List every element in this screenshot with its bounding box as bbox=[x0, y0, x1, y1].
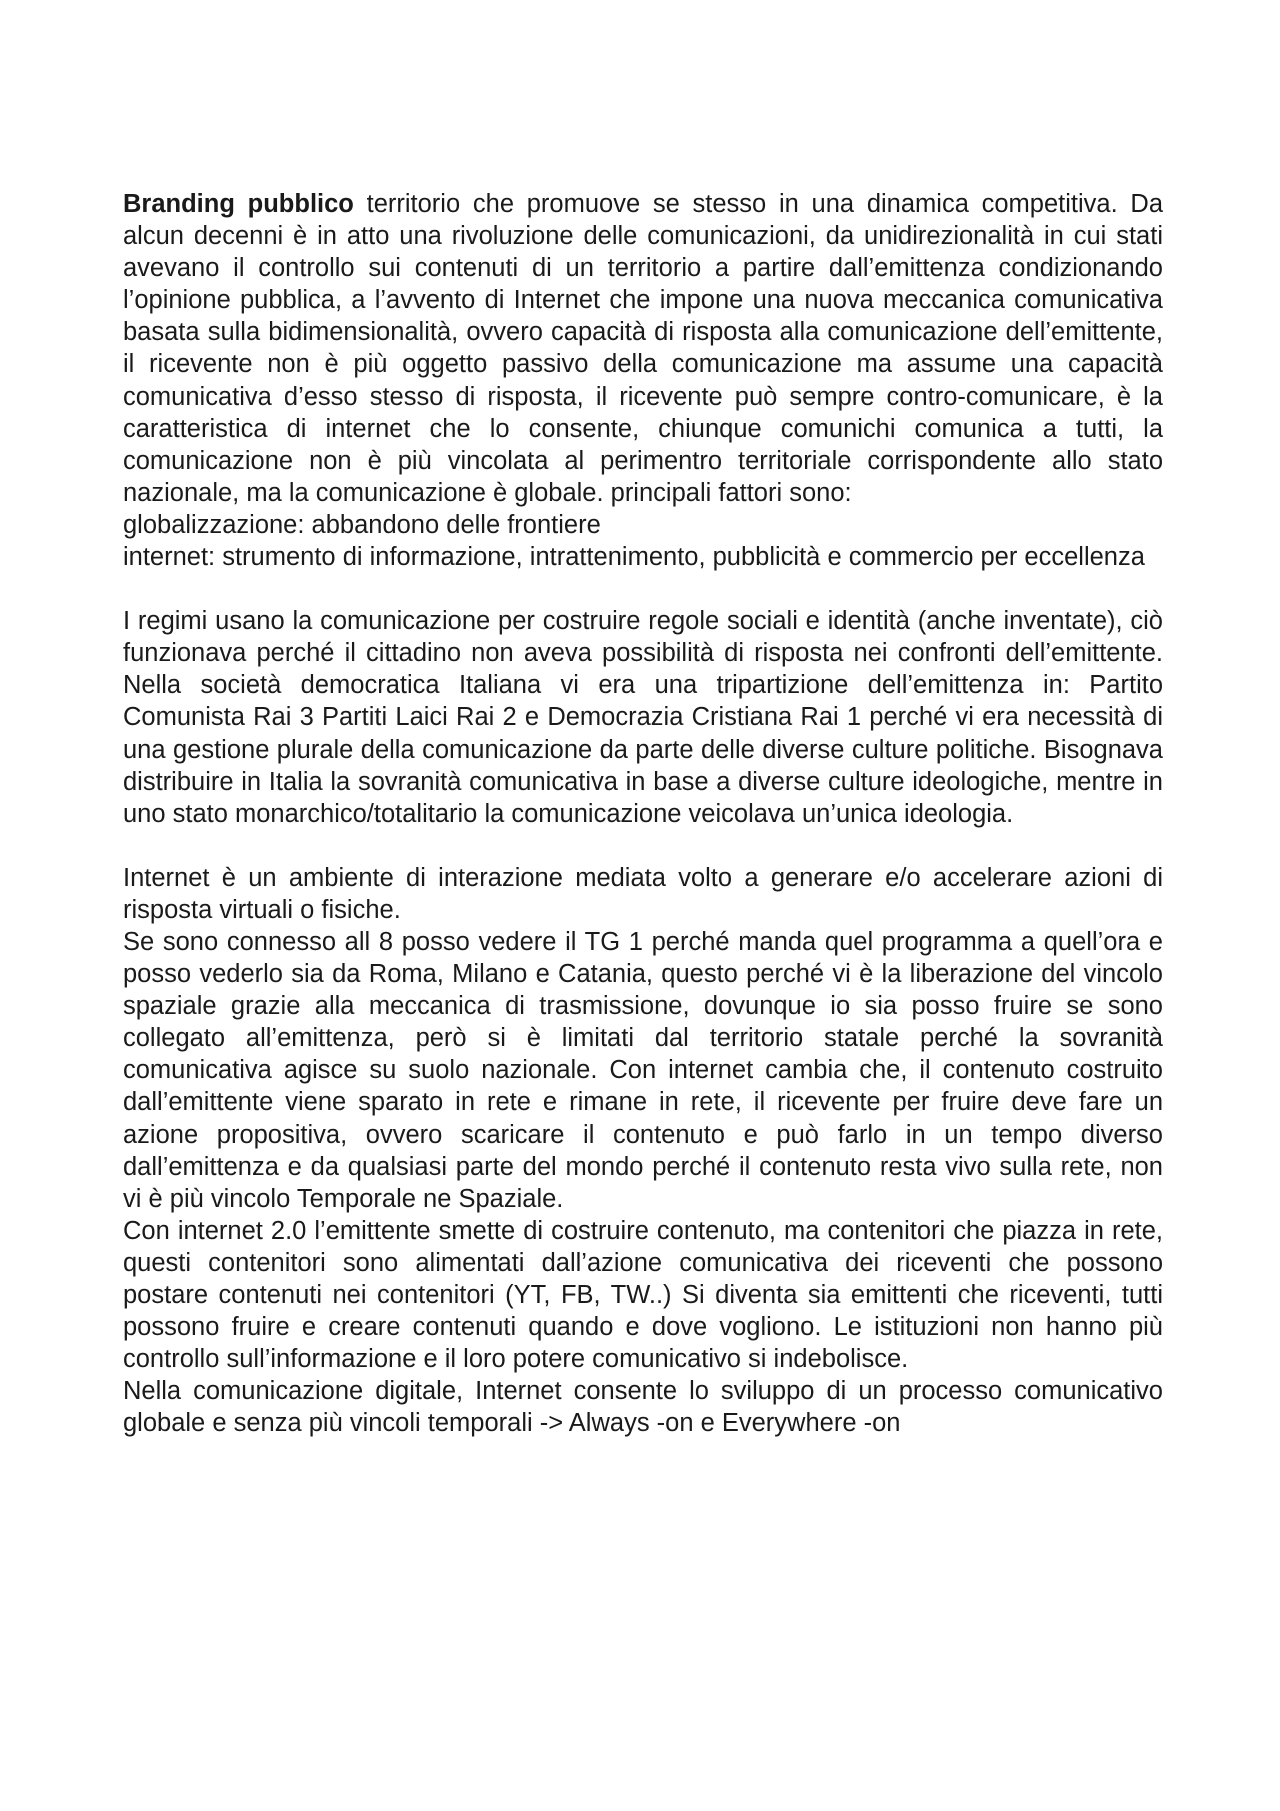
paragraph-spacer bbox=[123, 573, 1163, 605]
paragraph-branding-text: territorio che promuove se stesso in una dinamica competitiva. Da alcun decenni è in atto una rivoluzione delle comunicazioni, da unidirezionalità in cui stati avevano il controllo sui contenuti di un territorio a partire dall’emittenza condizionando l’opinione pubblica, a l’avvento di Internet che impone una nuova meccanica comunicativa basata sulla bidimensionalità, ovvero capacità di risposta alla comunicazione dell’emittente, il ricevente non è più oggetto passivo della comunicazione ma assume una capacità comunicativa d’esso stesso di risposta, il ricevente può sempre contro-comunicare, è la caratteristica di internet che lo consente, chiunque comunichi comunica a tutti, la comunicazione non è più vincolata al perimentro territoriale corrispondente allo stato nazionale, ma la comunicazione è globale. principali fattori sono: bbox=[123, 190, 1163, 507]
paragraph-internet-2-0: Con internet 2.0 l’emittente smette di costruire contenuto, ma contenitori che piazza in rete, questi contenitori sono alimentati dall’azione comunicativa dei riceventi che possono postare contenuti nei contenitori (YT, FB, TW..) Si diventa sia emittenti che riceventi, tutti possono fruire e creare contenuti quando e dove vogliono. Le istituzioni non hanno più controllo sull’informazione e il loro potere comunicativo si indebolisce. bbox=[123, 1216, 1163, 1374]
paragraph-spacer bbox=[123, 830, 1163, 862]
paragraph-comunicazione-digitale: Nella comunicazione digitale, Internet consente lo sviluppo di un processo comunicativo globale e senza più vincoli temporali -> Always -on e Everywhere -on bbox=[123, 1377, 1163, 1438]
paragraph-internet-ambiente: Internet è un ambiente di interazione mediata volto a generare e/o accelerare azioni di risposta virtuali o fisiche. bbox=[123, 863, 1163, 924]
line-globalizzazione: globalizzazione: abbandono delle frontiere bbox=[123, 510, 601, 539]
term-branding-pubblico: Branding pubblico bbox=[123, 190, 354, 218]
paragraph-tg1: Se sono connesso all 8 posso vedere il TG 1 perché manda quel programma a quell’ora e posso vederlo sia da Roma, Milano e Catania, questo perché vi è la liberazione del vincolo spaziale grazie alla meccanica di trasmissione, dovunque io sia posso fruire se sono collegato all’emittenza, però si è limitati dal territorio statale perché la sovranità comunicativa agisce su suolo nazionale. Con internet cambia che, il contenuto costruito dall’emittente viene sparato in rete e rimane in rete, il ricevente per fruire deve fare un azione propositiva, ovvero scaricare il contenuto e può farlo in un tempo diverso dall’emittenza e da qualsiasi parte del mondo perché il contenuto resta vivo sulla rete, non vi è più vincolo Temporale ne Spaziale. bbox=[123, 927, 1163, 1213]
paragraph-branding bbox=[123, 188, 1163, 509]
line-internet: internet: strumento di informazione, intrattenimento, pubblicità e commercio per eccellenza bbox=[123, 543, 1145, 572]
paragraph-regimi: I regimi usano la comunicazione per costruire regole sociali e identità (anche inventate), ciò funzionava perché il cittadino non aveva possibilità di risposta nei confronti dell’emittente. Nella società democratica Italiana vi era una tripartizione dell’emittenza in: Partito Comunista Rai 3 Partiti Laici Rai 2 e Democrazia Cristiana Rai 1 perché vi era necessità di una gestione plurale della comunicazione da parte delle diverse culture politiche. Bisognava distribuire in Italia la sovranità comunicativa in base a diverse culture ideologiche, mentre in uno stato monarchico/totalitario la comunicazione veicolava un’unica ideologia. bbox=[123, 607, 1163, 828]
document-body bbox=[123, 188, 1163, 1439]
